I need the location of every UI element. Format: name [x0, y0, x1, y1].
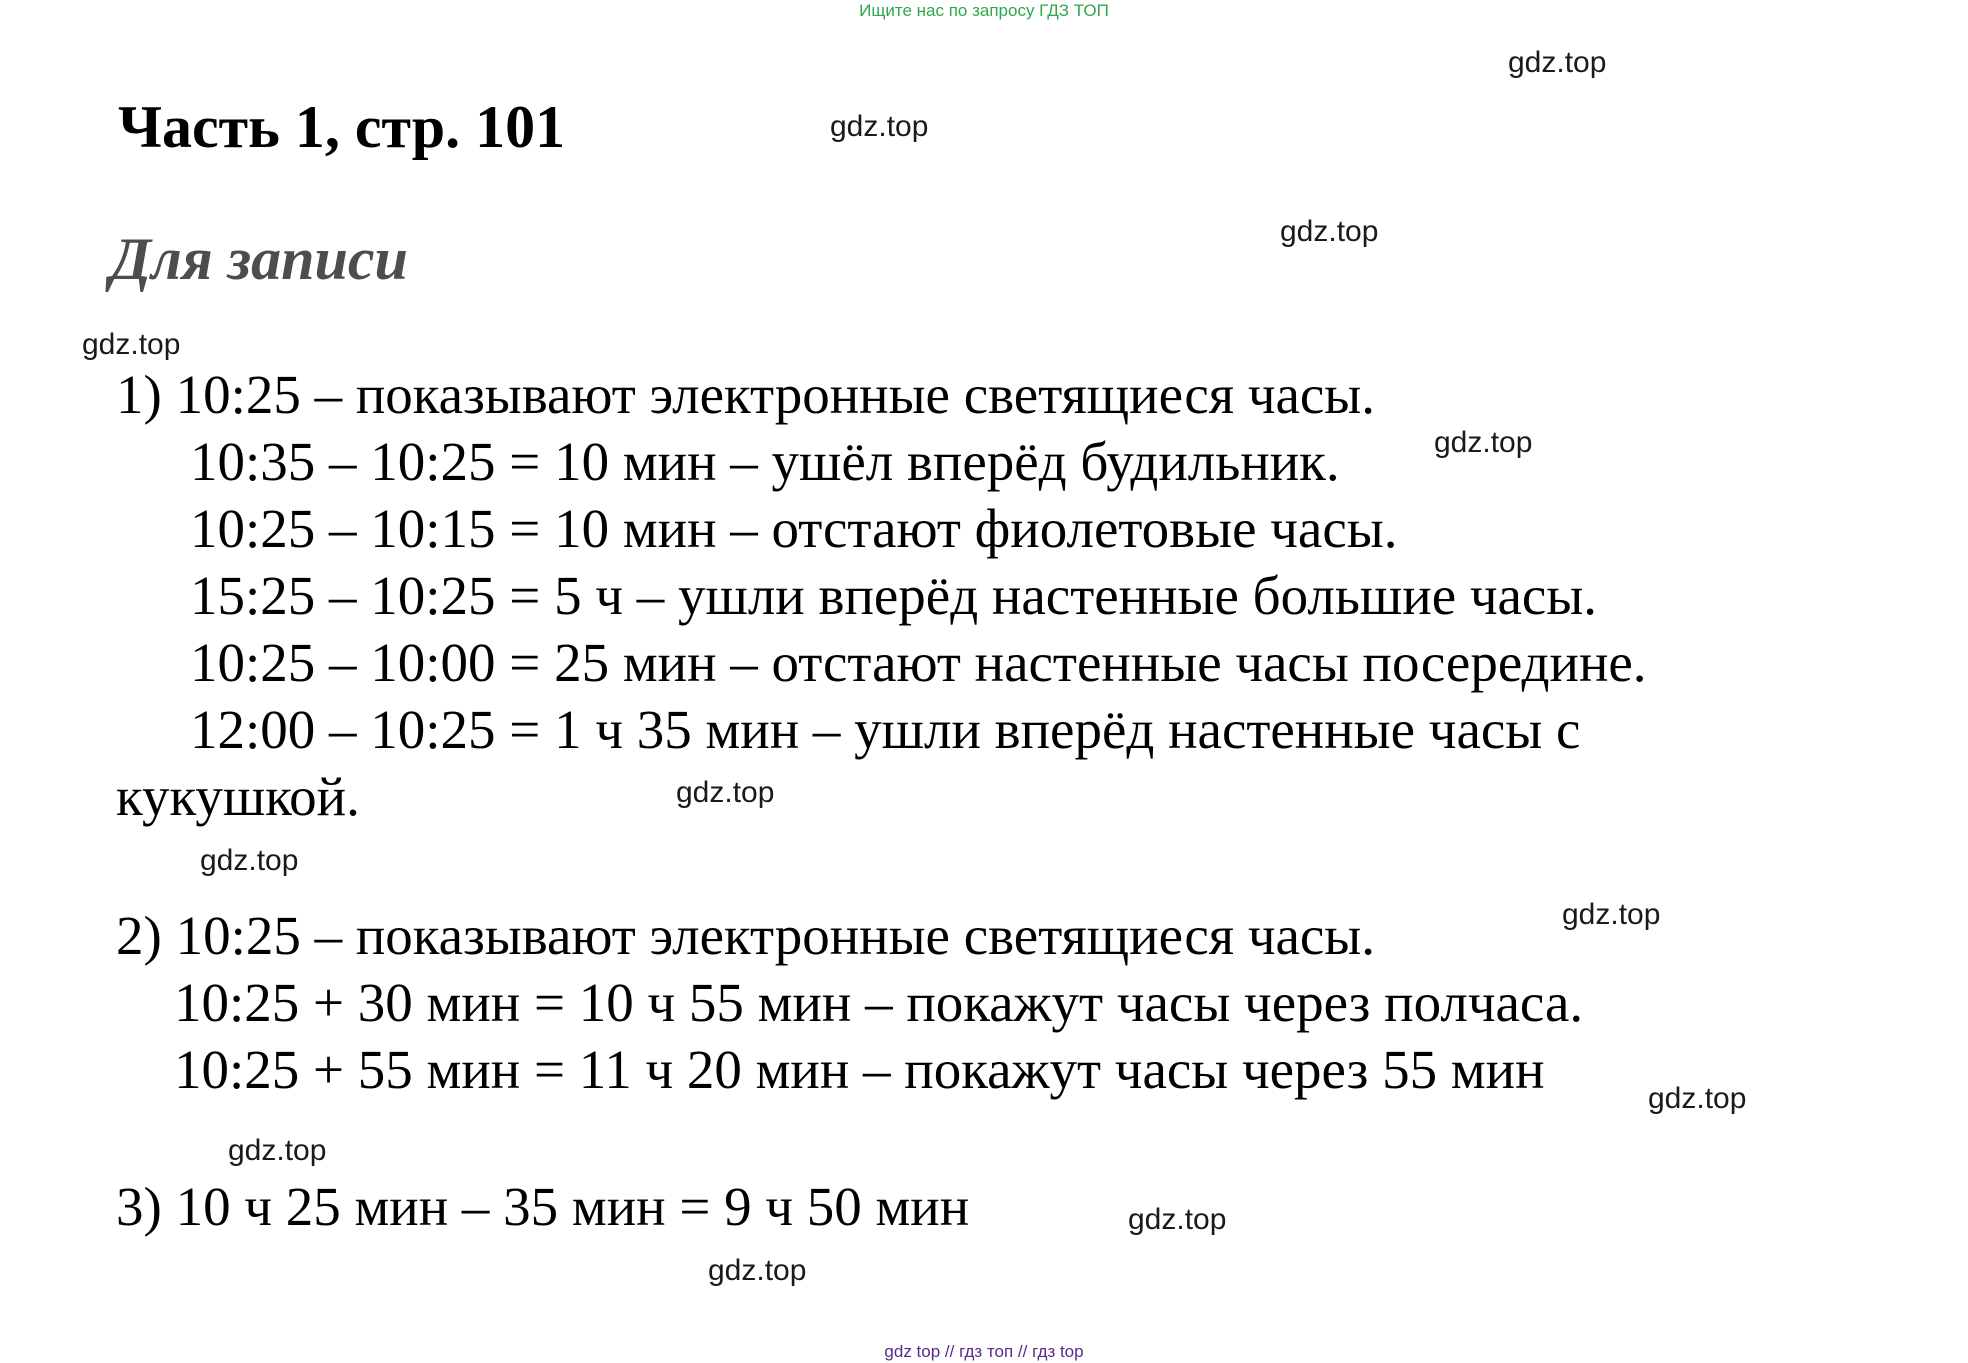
- watermark: gdz.top: [1434, 426, 1533, 459]
- task2-line-1: 2) 10:25 – показывают электронные светящиеся часы.: [116, 905, 1376, 966]
- watermark: gdz.top: [676, 776, 775, 809]
- watermark: gdz.top: [1648, 1082, 1747, 1115]
- watermark: gdz.top: [1562, 898, 1661, 931]
- task1-line-4: 15:25 – 10:25 = 5 ч – ушли вперёд настенные большие часы.: [190, 565, 1598, 626]
- footer-watermark: gdz top // гдз топ // гдз top: [884, 1342, 1084, 1361]
- task1-line-5: 10:25 – 10:00 = 25 мин – отстают настенные часы посередине.: [190, 632, 1647, 693]
- watermark: gdz.top: [708, 1254, 807, 1287]
- watermark: gdz.top: [1280, 215, 1379, 248]
- task1-line-2: 10:35 – 10:25 = 10 мин – ушёл вперёд будильник.: [190, 431, 1340, 492]
- watermark: gdz.top: [228, 1134, 327, 1167]
- task1-line-7: кукушкой.: [116, 766, 360, 827]
- task1-line-6: 12:00 – 10:25 = 1 ч 35 мин – ушли вперёд настенные часы с: [190, 699, 1581, 760]
- task1-line-1: 1) 10:25 – показывают электронные светящиеся часы.: [116, 364, 1376, 425]
- watermark: gdz.top: [200, 844, 299, 877]
- section-subtitle: Для записи: [110, 226, 408, 292]
- top-banner: Ищите нас по запросу ГДЗ ТОП: [859, 1, 1109, 20]
- watermark: gdz.top: [1508, 46, 1607, 79]
- watermark: gdz.top: [830, 110, 929, 143]
- page-title: Часть 1, стр. 101: [118, 94, 566, 160]
- task1-line-3: 10:25 – 10:15 = 10 мин – отстают фиолетовые часы.: [190, 498, 1398, 559]
- watermark: gdz.top: [82, 328, 181, 361]
- task2-line-2: 10:25 + 30 мин = 10 ч 55 мин – покажут часы через полчаса.: [174, 972, 1584, 1033]
- watermark: gdz.top: [1128, 1203, 1227, 1236]
- task2-line-3: 10:25 + 55 мин = 11 ч 20 мин – покажут часы через 55 мин: [174, 1039, 1545, 1100]
- task3-line-1: 3) 10 ч 25 мин – 35 мин = 9 ч 50 мин: [116, 1176, 970, 1237]
